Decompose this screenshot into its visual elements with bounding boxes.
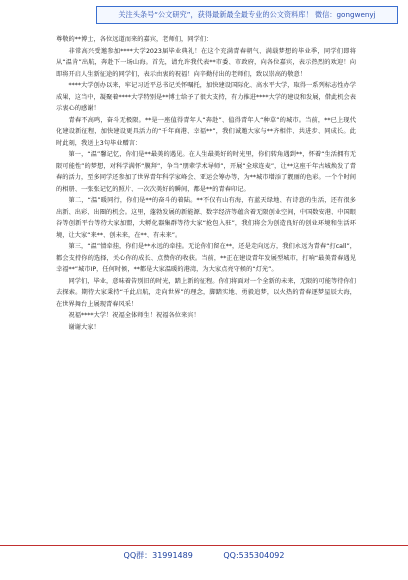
- paragraph-closing: 同学们，毕业，意味着告别旧的时光，踏上新的征程。你们将面对一个全新的未来，无限的可能等待你们去探索。期待大家秉持“千此启航，走向世界”的理念，脚踏实地、勇毅追梦，以火热的青春逐梦星辰大海，在世界舞台上展现青春风采！: [56, 277, 356, 308]
- promo-banner[interactable]: [96, 6, 398, 24]
- qq-contact-text: QQ:535304092: [223, 551, 285, 560]
- greeting: 尊敬的**博士，各位远道而来的嘉宾，老师们，同学们：: [56, 36, 213, 43]
- paragraph-university: ****大学创办以来，牢记习近平总书记关怀嘱托，加快建设国际化、高水平大学，取得一系列标志性办学成果，这当中，凝聚着****大学特别是**博士给予了很大支持，有力推进****大学的建设和发展，借此机会表示衷心的感谢！: [56, 82, 356, 112]
- qq-group-text: QQ群：31991489: [123, 551, 193, 560]
- paragraph-city: 青春不高鸣，奋斗无极限。**是一座值得青年人“奔赴”、值得青年人“种草”的城市。当前，**已上现代化建设新征程，加快建设更具活力的“千年商港、幸福**”，我们诚邀大家与**齐相伴、共进步、同成长。此时此刻，我送上3句毕业赠言：: [56, 116, 356, 147]
- paragraph-first-point: 第一，“温”馨记忆，你们是**最美的遇见。在人生最美好的时光里，你们转角遇到**，怀着“生活拥有无限可能性”的梦想，对科学满怀“膜拜”，争当“朋辈学术导师”，开展“全球连麦”，让**这座千年古城焕发了青春的活力，至多同学还参加了世界青年科学家峰会、亚运会筹办等，为**城市增添了靓丽的色彩。一个个时间的相册、一张张记忆的照片、一次次美好的瞬间，都是**的青春印记。: [56, 151, 356, 193]
- page-footer: [0, 545, 408, 562]
- paragraph-intro: 非常高兴受邀参加****大学2023届毕业典礼！在这个充满青春朝气、满载梦想的毕业季，同学们即将从“温肯”出航，奔赴下一场山海。首先，请允许我代表**市委、市政府，向各位嘉宾，表示热烈的欢迎！向即将开启人生新征途的同学们，表示由衷的祝福！向辛勤付出的老师们，致以崇高的敬意！: [56, 47, 356, 78]
- paragraph-second-point: 第二，“温”暖同行，你们是**的奋斗的着陆。**不仅有山有海，有蓝天绿地、有诗意的生活，还有很多出新、出彩、出圈的机会。这里，蓬勃发展的新能源、数字经济等蕴含着无限创业空间，中国数安港、中国眼谷等创新平台等待大家加盟，大孵化器集群等待大家“抢包入驻”，我们将会为创造良好的创业环境和生活环境，让大家“来**、创未来，在**、有未来”。: [56, 197, 356, 239]
- paragraph-third-point: 第三，“温”情牵挂，你们是**永远的牵挂。无论你们留在**，还是走向远方，我们永远为青春“打call”，都会支持你的选择，关心你的成长、点赞你的收获。当前，**正在建设青年发展型城市，打响“最美青春遇见幸福**”城市IP，任何时候，**都是大家温暖的港湾，为大家点亮守候的“灯光”。: [56, 243, 356, 273]
- paragraph-blessing: 祝福****大学！祝福全体师生！祝福各位来宾！: [68, 312, 200, 319]
- paragraph-thanks: 谢谢大家！: [68, 323, 100, 331]
- document-body: [56, 34, 356, 333]
- promo-banner-text: 关注头条号“公文研究”，获得最新最全最专业的公文资料库！ 微信：gongwenyj: [118, 10, 376, 19]
